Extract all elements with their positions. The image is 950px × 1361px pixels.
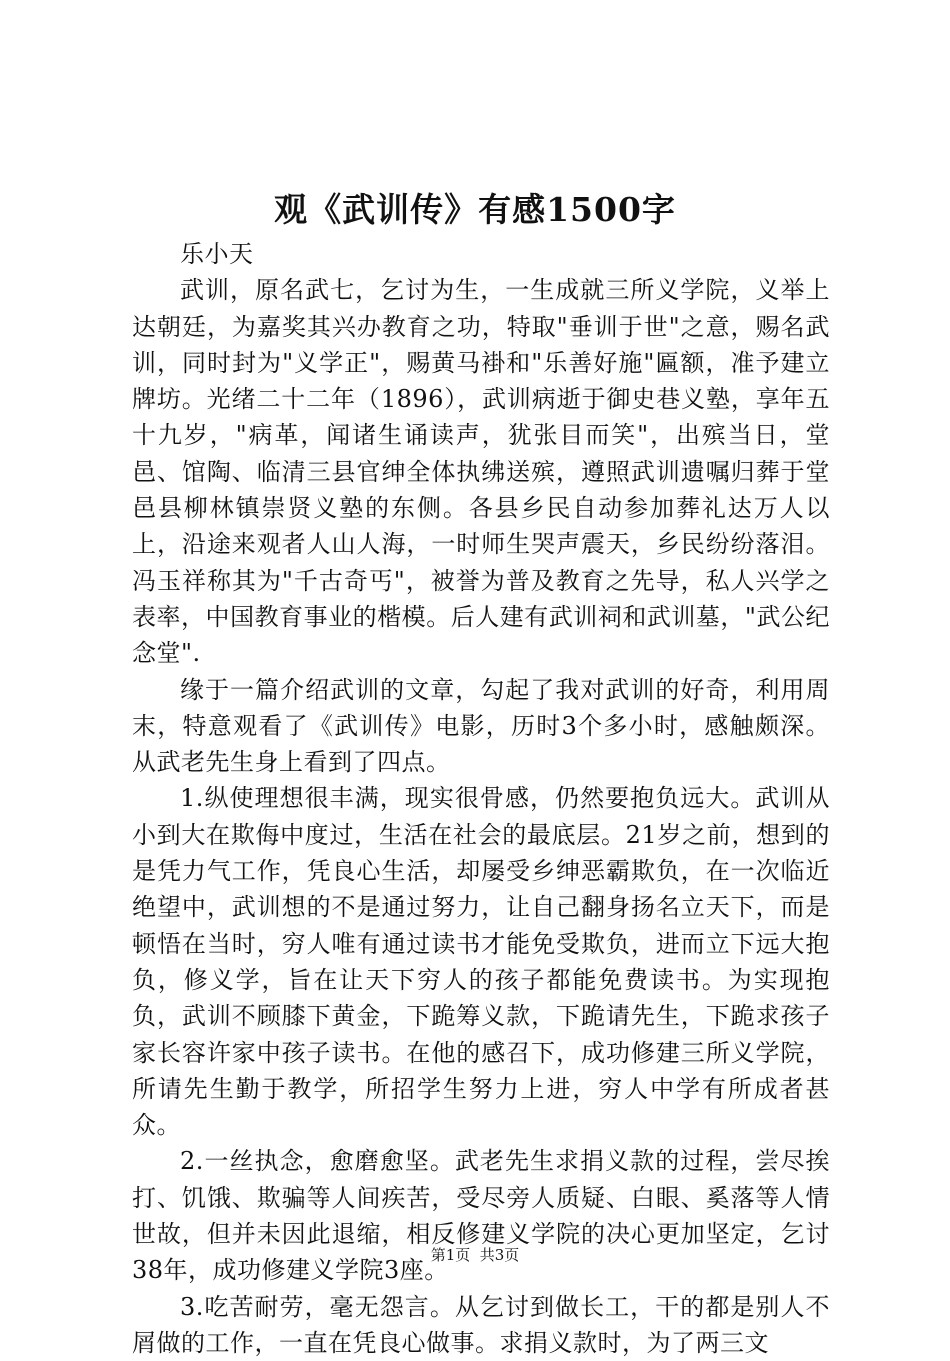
- paragraph-3: 1.纵使理想很丰满，现实很骨感，仍然要抱负远大。武训从小到大在欺侮中度过，生活在社会的最底层。21岁之前，想到的是凭力气工作，凭良心生活，却屡受乡绅恶霸欺负，在一次临近绝望中，武训想的不是通过努力，让自己翻身扬名立天下，而是顿悟在当时，穷人唯有通过读书才能免受欺负，进而立下远大抱负，修义学，旨在让天下穷人的孩子都能免费读书。为实现抱负，武训不顾膝下黄金，下跪筹义款，下跪请先生，下跪求孩子家长容许家中孩子读书。在他的感召下，成功修建三所义学院，所请先生勤于教学，所招学生努力上进，穷人中学有所成者甚众。: [132, 784, 830, 1140]
- author-line: 乐小天: [180, 240, 254, 268]
- page-footer: [0, 1245, 950, 1265]
- paragraph-4: 2.一丝执念，愈磨愈坚。武老先生求捐义款的过程，尝尽挨打、饥饿、欺骗等人间疾苦，受尽旁人质疑、白眼、奚落等人情世故，但并未因此退缩，相反修建义学院的决心更加坚定，乞讨38年，成功修建义学院3座。: [132, 1147, 830, 1285]
- paragraph-2: 缘于一篇介绍武训的文章，勾起了我对武训的好奇，利用周末，特意观看了《武训传》电影，历时3个多小时，感触颇深。从武老先生身上看到了四点。: [132, 675, 830, 777]
- paragraph-5: 3.吃苦耐劳，毫无怨言。从乞讨到做长工，干的都是别人不屑做的工作，一直在凭良心做事。求捐义款时，为了两三文: [132, 1292, 830, 1357]
- document-title: 观《武训传》有感1500字: [274, 190, 676, 229]
- paragraph-1: 武训，原名武七，乞讨为生，一生成就三所义学院，义举上达朝廷，为嘉奖其兴办教育之功，特取"垂训于世"之意，赐名武训，同时封为"义学正"，赐黄马褂和"乐善好施"匾额，准予建立牌坊。光绪二十二年（1896），武训病逝于御史巷义塾，享年五十九岁，"病革，闻诸生诵读声，犹张目而笑"，出殡当日，堂邑、馆陶、临清三县官绅全体执绋送殡，遵照武训遗嘱归葬于堂邑县柳林镇崇贤义塾的东侧。各县乡民自动参加葬礼达万人以上，沿途来观者人山人海，一时师生哭声震天，乡民纷纷落泪。冯玉祥称其为"千古奇丐"，被誉为普及教育之先导，私人兴学之表率，中国教育事业的楷模。后人建有武训祠和武训墓，"武公纪念堂".: [132, 276, 830, 668]
- document-body: [132, 236, 830, 1361]
- page-number: 第1页 共3页: [430, 1246, 520, 1264]
